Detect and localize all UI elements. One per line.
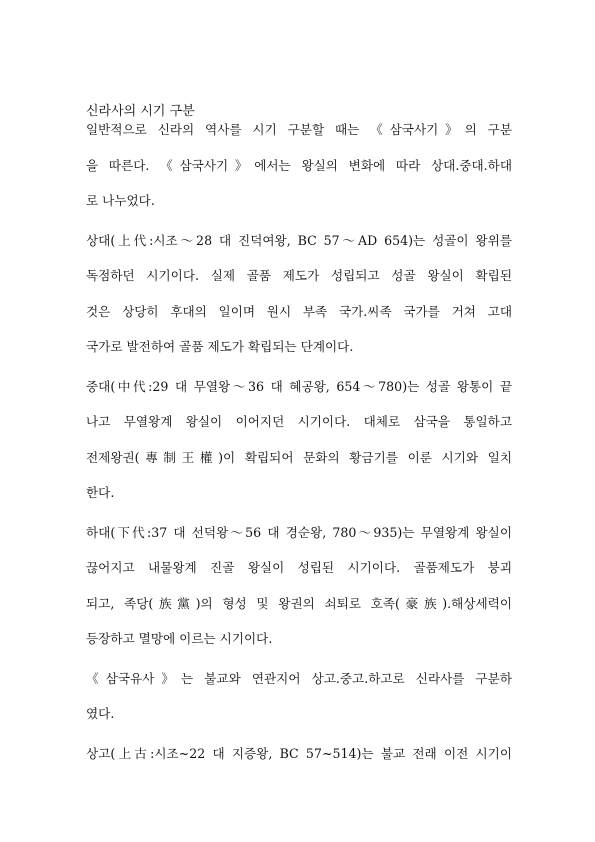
text-line: 끊어지고 내물왕계 진골 왕실이 성립된 시기이다. 골품제도가 붕괴 xyxy=(86,560,512,575)
text-line: 되고, 족당(族黨)의 형성 및 왕권의 쇠퇴로 호족(豪族).해상세력이 xyxy=(86,595,512,611)
paragraph-hadae xyxy=(86,515,512,657)
paragraph-overview xyxy=(86,112,512,219)
text-line: 《삼국유사》는 불교와 연관지어 상고.중고.하고로 신라사를 구분하 xyxy=(86,670,512,686)
text-line: 전제왕권(專制王權)이 확립되어 문화의 황금기를 이룬 시기와 일치 xyxy=(86,449,512,465)
text-line: 나고 무열왕계 왕실이 이어지던 시기이다. 대체로 삼국을 통일하고 xyxy=(86,414,512,429)
document-body xyxy=(86,103,512,775)
paragraph-jungdae xyxy=(86,369,512,511)
text-line: 일반적으로 신라의 역사를 시기 구분할 때는 《삼국사기》의 구분 xyxy=(86,122,512,137)
paragraph-samguk-yusa xyxy=(86,661,512,732)
paragraph-sanggo xyxy=(86,736,512,772)
text-line: 로 나누었다. xyxy=(86,193,155,208)
document-title: 신라사의 시기 구분 xyxy=(86,104,195,119)
paragraph-sangdae xyxy=(86,223,512,365)
text-line: 독점하던 시기이다. 실제 골품 제도가 성립되고 성골 왕실이 확립된 xyxy=(86,268,512,283)
text-line: 상대(上代:시조～28 대 진덕여왕, BC 57～AD 654)는 성골이 왕위를 xyxy=(86,232,512,248)
text-line: 것은 상당히 후대의 일이며 원시 부족 국가.씨족 국가를 거쳐 고대 xyxy=(86,303,512,319)
text-line: 을 따른다. 《삼국사기》에서는 왕실의 변화에 따라 상대.중대.하대 xyxy=(86,157,512,173)
text-line: 하대(下代:37 대 선덕왕～56 대 경순왕, 780～935)는 무열왕계 왕실이 xyxy=(86,524,512,540)
text-line: 한다. xyxy=(86,485,115,500)
text-line: 등장하고 멸망에 이르는 시기이다. xyxy=(86,631,273,646)
text-line: 중대(中代:29 대 무열왕～36 대 혜공왕, 654～780)는 성골 왕통이 끝 xyxy=(86,378,512,394)
text-line: 였다. xyxy=(86,706,115,721)
text-line: 국가로 발전하여 골품 제도가 확립되는 단계이다. xyxy=(86,339,354,354)
text-line: 상고(上古:시조~22 대 지증왕, BC 57~514)는 불교 전래 이전 시기이 xyxy=(86,745,512,761)
